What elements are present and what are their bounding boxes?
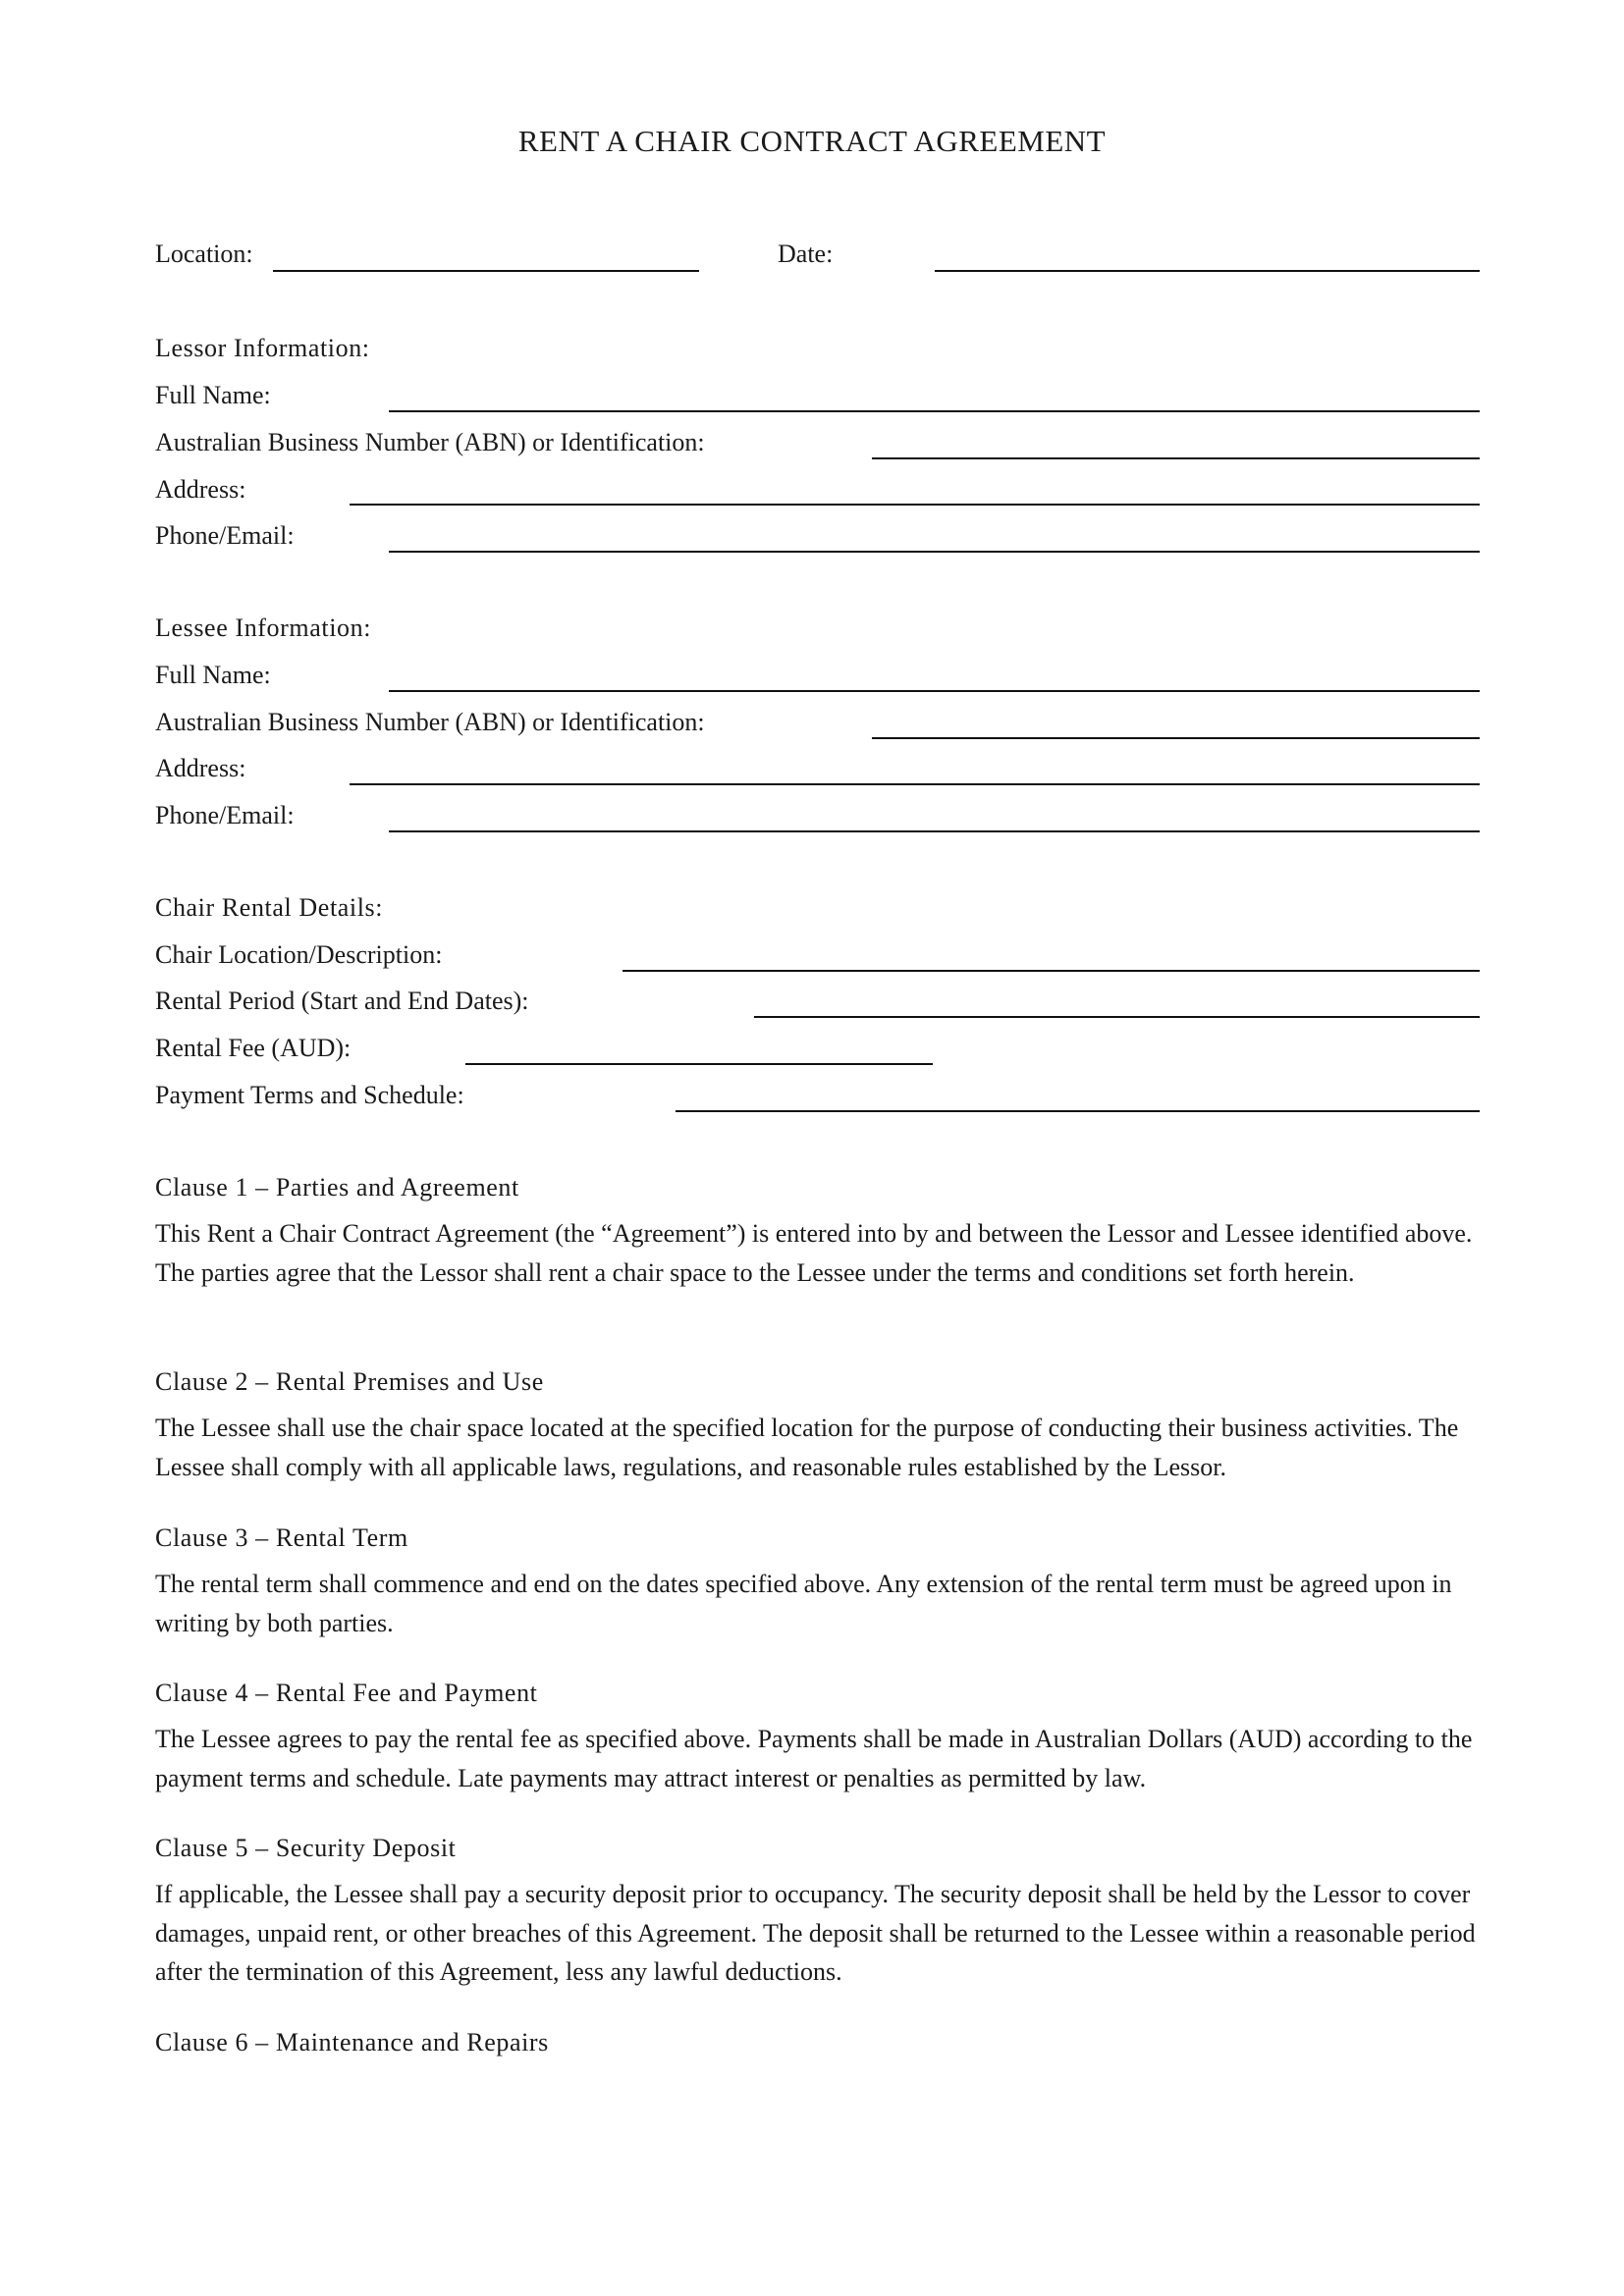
clause-2-heading: Clause 2 – Rental Premises and Use — [155, 1367, 544, 1396]
rental-period-field[interactable] — [754, 1016, 1480, 1018]
clause-4-heading: Clause 4 – Rental Fee and Payment — [155, 1679, 538, 1707]
location-label: Location: — [155, 240, 253, 268]
clause-3-body: The rental term shall commence and end on the dates specified above. Any extension of the rental term must be agreed upon in writing by both parties. — [155, 1570, 1452, 1637]
clause-4-body: The Lessee agrees to pay the rental fee as specified above. Payments shall be made in Australian Dollars (AUD) according to the payment terms and schedule. Late payments may attract interest or penalties as permitted by law. — [155, 1725, 1473, 1792]
clause-1-body: This Rent a Chair Contract Agreement (the “Agreement”) is entered into by and between the Lessor and Lessee identified above. The parties agree that the Lessor shall rent a chair space to the Lessee under the terms and conditions set forth herein. — [155, 1219, 1473, 1287]
lessee-address-field[interactable] — [350, 783, 1480, 785]
lessor-abn-label: Australian Business Number (ABN) or Identification: — [155, 428, 705, 456]
lessee-heading: Lessee Information: — [155, 614, 372, 642]
payment-terms-field[interactable] — [676, 1110, 1480, 1112]
rental-period-label: Rental Period (Start and End Dates): — [155, 987, 529, 1015]
clause-6-heading: Clause 6 – Maintenance and Repairs — [155, 2028, 549, 2056]
lessee-phone-email-label: Phone/Email: — [155, 801, 295, 829]
payment-terms-label: Payment Terms and Schedule: — [155, 1081, 464, 1109]
lessee-address-label: Address: — [155, 754, 246, 782]
chair-location-label: Chair Location/Description: — [155, 940, 443, 969]
clause-1-heading: Clause 1 – Parties and Agreement — [155, 1173, 519, 1201]
lessor-full-name-label: Full Name: — [155, 381, 271, 409]
lessee-full-name-field[interactable] — [389, 690, 1480, 692]
location-field[interactable] — [273, 270, 699, 272]
clause-3-heading: Clause 3 – Rental Term — [155, 1523, 408, 1552]
date-label: Date: — [778, 240, 834, 268]
lessor-abn-field[interactable] — [872, 457, 1480, 459]
rental-fee-field[interactable] — [465, 1063, 933, 1065]
clause-2-body: The Lessee shall use the chair space located at the specified location for the purpose of conducting their business activities. The Lessee shall comply with all applicable laws, regulations, and reasonable rules established by the Lessor. — [155, 1414, 1459, 1481]
chair-rental-heading: Chair Rental Details: — [155, 893, 384, 922]
lessee-phone-email-field[interactable] — [389, 830, 1480, 832]
rental-fee-label: Rental Fee (AUD): — [155, 1034, 352, 1062]
lessee-full-name-label: Full Name: — [155, 661, 271, 689]
lessor-address-field[interactable] — [350, 504, 1480, 506]
clause-5-heading: Clause 5 – Security Deposit — [155, 1834, 457, 1862]
lessor-phone-email-label: Phone/Email: — [155, 521, 295, 550]
clause-5-body: If applicable, the Lessee shall pay a security deposit prior to occupancy. The security deposit shall be held by the Lessor to cover damages, unpaid rent, or other breaches of this Agreement. The deposit shall be returned to the Lessee within a reasonable period after the termination of this Agreement, less any lawful deductions. — [155, 1880, 1476, 1986]
lessee-abn-field[interactable] — [872, 737, 1480, 739]
lessee-abn-label: Australian Business Number (ABN) or Identification: — [155, 708, 705, 736]
lessor-address-label: Address: — [155, 475, 246, 504]
lessor-full-name-field[interactable] — [389, 410, 1480, 412]
lessor-heading: Lessor Information: — [155, 334, 370, 362]
chair-location-field[interactable] — [623, 970, 1480, 972]
lessor-phone-email-field[interactable] — [389, 551, 1480, 553]
document-title: RENT A CHAIR CONTRACT AGREEMENT — [517, 124, 1107, 158]
date-field[interactable] — [935, 270, 1480, 272]
